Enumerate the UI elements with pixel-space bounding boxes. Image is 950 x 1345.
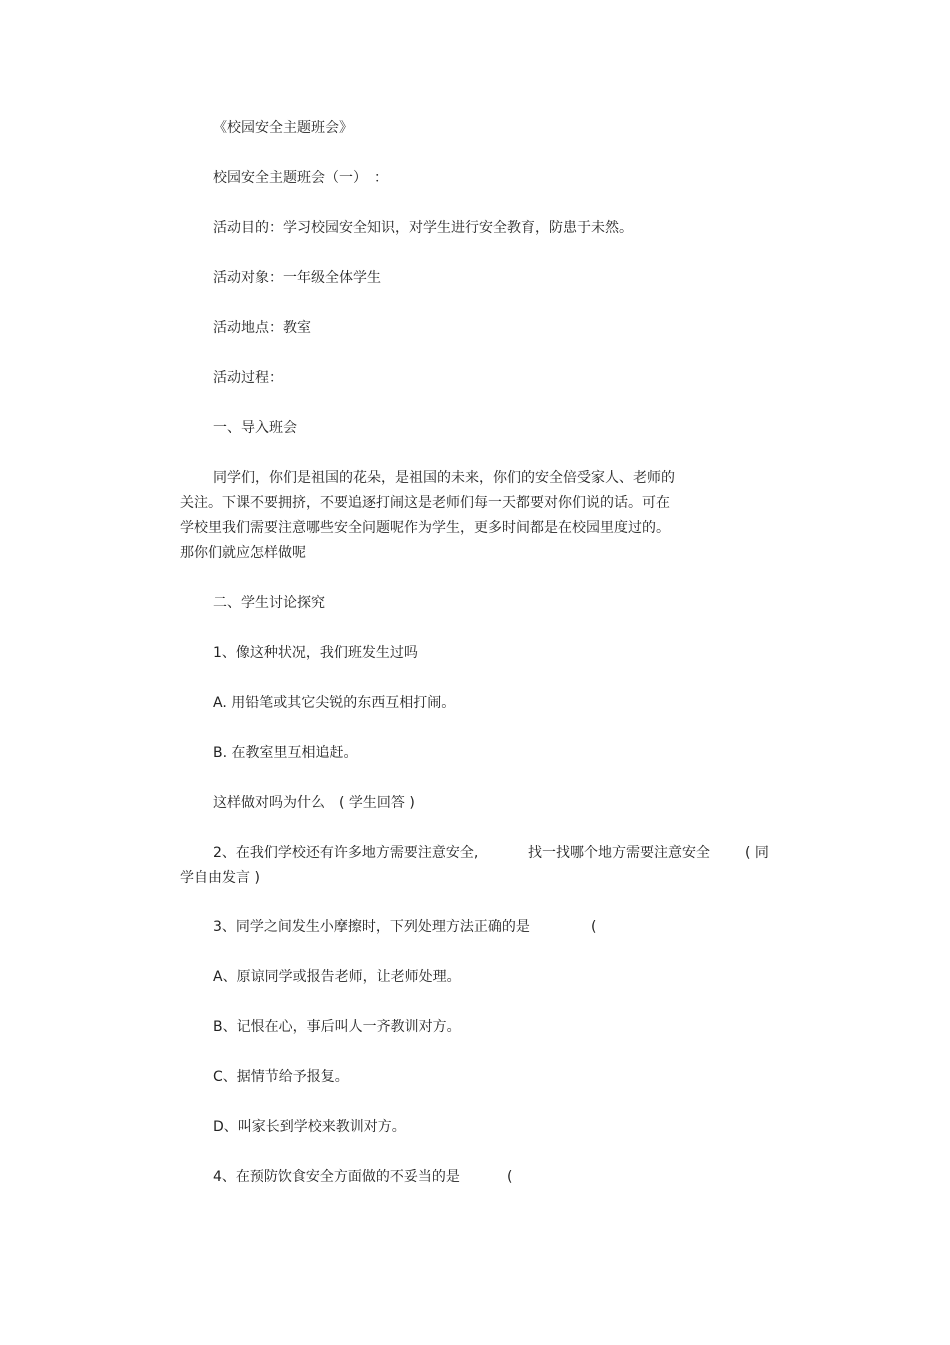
question-2-part-c: ( 同 (745, 845, 769, 861)
question-4-paren: ( (507, 1169, 513, 1185)
question-2-continuation: 学自由发言 ) (180, 870, 260, 886)
activity-target: 活动对象：一年级全体学生 (213, 270, 381, 286)
document-subtitle: 校园安全主题班会（一） ： (213, 170, 388, 186)
question-3-option-d: D、叫家长到学校来教训对方。 (213, 1119, 406, 1135)
question-1-followup: 这样做对吗为什么 ( 学生回答 ) (213, 795, 415, 811)
question-3-option-a: A、原谅同学或报告老师，让老师处理。 (213, 969, 461, 985)
question-1: 1、像这种状况，我们班发生过吗 (213, 645, 418, 661)
question-2-part-b: 找一找哪个地方需要注意安全 (528, 845, 710, 861)
question-2-part-a: 2、在我们学校还有许多地方需要注意安全, (213, 845, 479, 861)
intro-paragraph-line: 那你们就应怎样做呢 (180, 545, 306, 561)
question-3: 3、同学之间发生小摩擦时，下列处理方法正确的是 (213, 919, 530, 935)
question-1-option-b: B. 在教室里互相追赶。 (213, 745, 358, 761)
intro-paragraph-line: 关注。下课不要拥挤，不要追逐打闹这是老师们每一天都要对你们说的话。可在 (180, 495, 670, 511)
question-3-option-c: C、据情节给予报复。 (213, 1069, 349, 1085)
section-heading-discussion: 二、学生讨论探究 (213, 595, 325, 611)
question-3-paren: ( (591, 919, 597, 935)
intro-paragraph-line: 学校里我们需要注意哪些安全问题呢作为学生，更多时间都是在校园里度过的。 (180, 520, 670, 536)
intro-paragraph-line: 同学们，你们是祖国的花朵，是祖国的未来，你们的安全倍受家人、老师的 (213, 470, 675, 486)
activity-location: 活动地点：教室 (213, 320, 311, 336)
question-3-option-b: B、记恨在心，事后叫人一齐教训对方。 (213, 1019, 461, 1035)
document-title: 《校园安全主题班会》 (213, 120, 353, 136)
section-heading-intro: 一、导入班会 (213, 420, 297, 436)
question-1-option-a: A. 用铅笔或其它尖锐的东西互相打闹。 (213, 695, 456, 711)
question-4: 4、在预防饮食安全方面做的不妥当的是 (213, 1169, 460, 1185)
activity-purpose: 活动目的：学习校园安全知识，对学生进行安全教育，防患于未然。 (213, 220, 633, 236)
activity-process: 活动过程： (213, 370, 283, 386)
